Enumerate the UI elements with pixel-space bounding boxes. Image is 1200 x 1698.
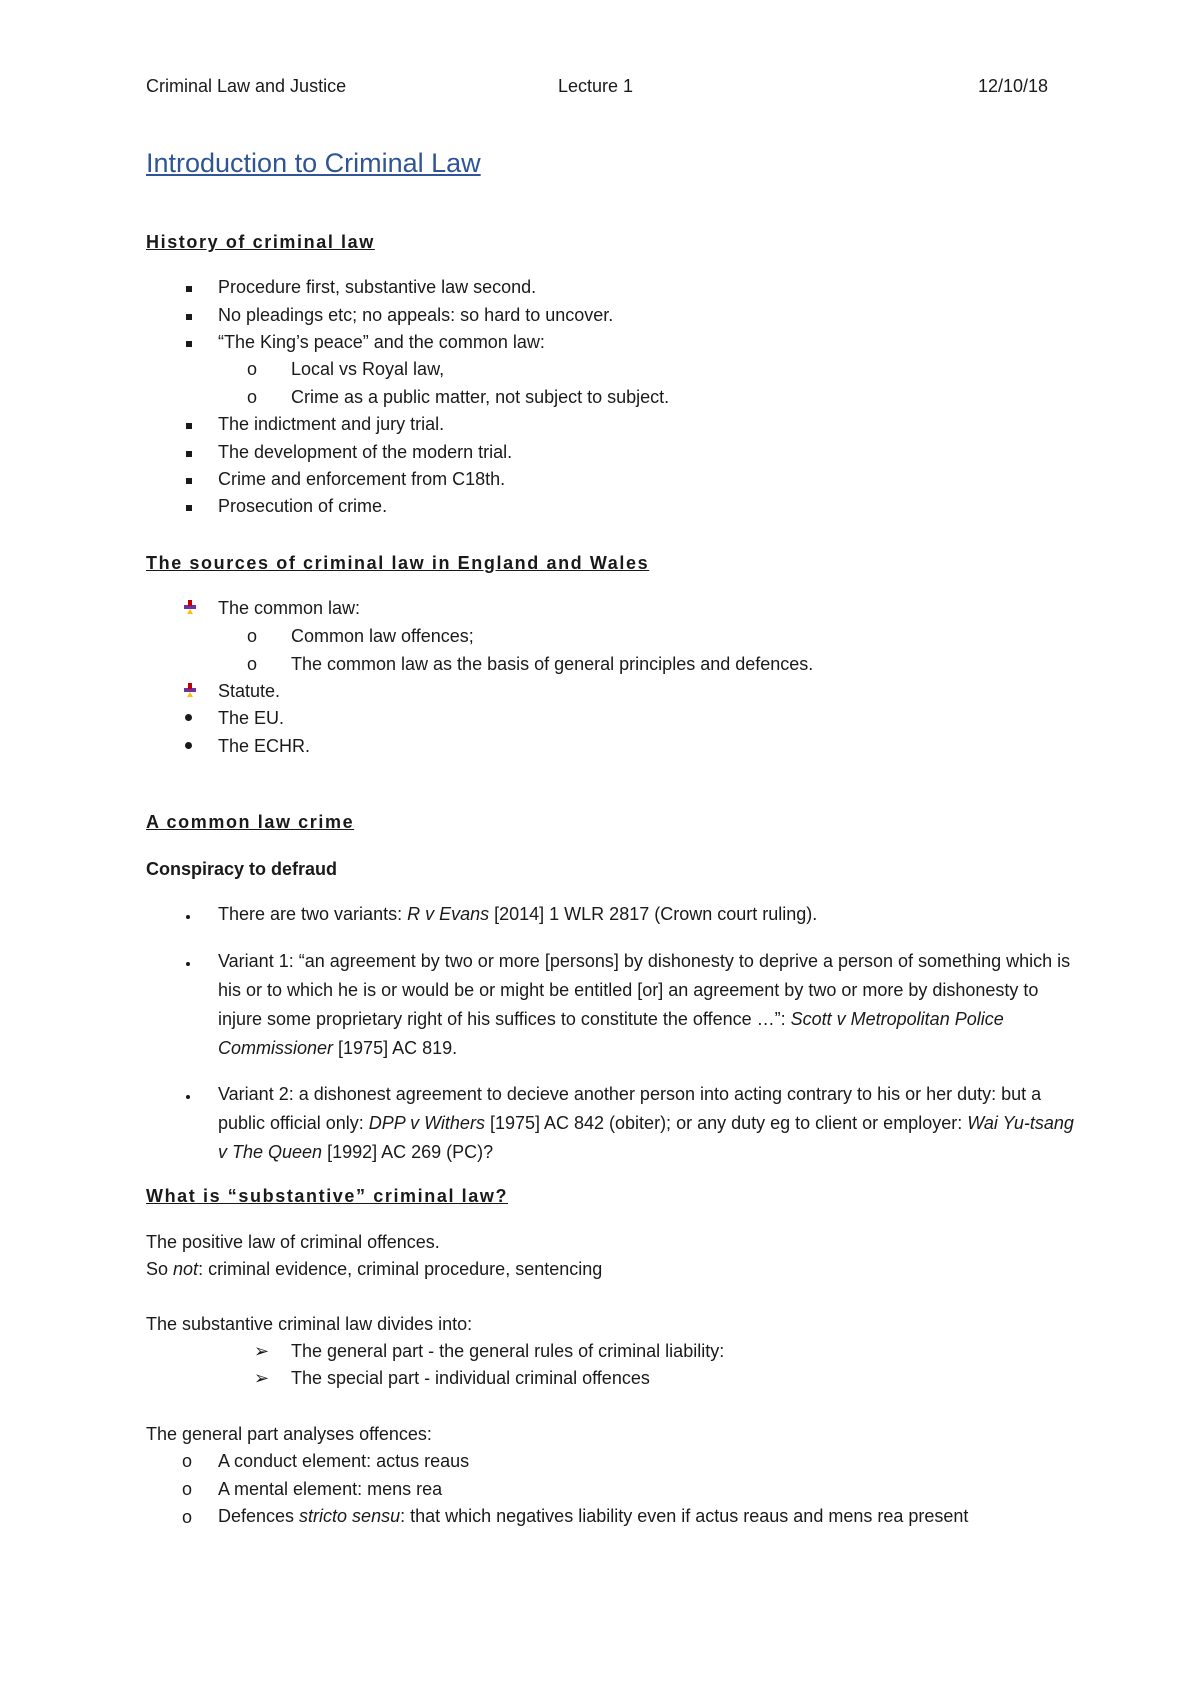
paragraph-variants: [218, 900, 1078, 929]
subheading-conspiracy: Conspiracy to defraud: [146, 859, 338, 879]
text-run: So: [146, 1259, 174, 1279]
text-run: There are two variants:: [218, 904, 408, 924]
arrow-bullet-icon: ➢: [254, 1341, 270, 1361]
header-lecture: Lecture 1: [558, 76, 634, 96]
paragraph-variant-1: [218, 947, 1078, 1063]
list-item: Prosecution of crime.: [218, 496, 388, 516]
o-bullet: o: [182, 1451, 193, 1471]
arrow-bullet-icon: ➢: [254, 1368, 270, 1388]
list-item: The general part - the general rules of criminal liability:: [291, 1341, 725, 1361]
square-bullet-icon: [186, 314, 192, 320]
square-bullet-icon: [186, 286, 192, 292]
sub-list-item: Common law offences;: [291, 626, 474, 646]
o-bullet: o: [182, 1479, 193, 1499]
list-item: Statute.: [218, 681, 281, 701]
square-bullet-icon: [186, 423, 192, 429]
o-bullet: o: [247, 626, 258, 646]
section-heading-sources: The sources of criminal law in England and Wales: [146, 553, 650, 573]
o-bullet: o: [247, 359, 258, 379]
text-run: : criminal evidence, criminal procedure, sentencing: [198, 1259, 603, 1279]
square-bullet-icon: [186, 505, 192, 511]
o-bullet: o: [247, 654, 258, 674]
list-item: A conduct element: actus reaus: [218, 1451, 470, 1471]
pushpin-bullet-icon: [181, 598, 199, 616]
list-item: [218, 1502, 1018, 1531]
emphasis: not: [173, 1259, 199, 1279]
section-heading-common-law-crime: A common law crime: [146, 812, 355, 832]
list-item: The EU.: [218, 708, 285, 728]
list-item: Procedure first, substantive law second.: [218, 277, 537, 297]
sub-list-item: Local vs Royal law,: [291, 359, 445, 379]
list-item: The common law:: [218, 598, 361, 618]
small-bullet-icon: [186, 915, 190, 919]
text-run: [2014] 1 WLR 2817 (Crown court ruling).: [489, 904, 818, 924]
list-item: The special part - individual criminal offences: [291, 1368, 650, 1388]
square-bullet-icon: [186, 478, 192, 484]
small-bullet-icon: [186, 962, 190, 966]
list-item: The development of the modern trial.: [218, 442, 513, 462]
body-text: The general part analyses offences:: [146, 1424, 432, 1444]
list-item: The ECHR.: [218, 736, 311, 756]
text-run: Variant 2: a dishonest agreement to decieve another person into acting contrary to his or her duty: but a public official only:: [218, 1084, 1042, 1133]
o-bullet: o: [247, 387, 258, 407]
page-title: Introduction to Criminal Law: [146, 148, 481, 178]
section-heading-substantive: What is “substantive” criminal law?: [146, 1186, 509, 1206]
list-item: No pleadings etc; no appeals: so hard to uncover.: [218, 305, 614, 325]
small-bullet-icon: [186, 1095, 190, 1099]
case-name: Scott v Metropolitan Police Commissioner: [218, 1009, 1004, 1058]
square-bullet-icon: [186, 341, 192, 347]
pushpin-bullet-icon: [181, 681, 199, 699]
case-name: R v Evans: [407, 904, 490, 924]
text-run: Variant 1: “an agreement by two or more [persons] by dishonesty to deprive a person of something which is his or to which he is or would be or might be entitled [or] an agreement by two or more by dishonesty to injure some proprietary right of his suffices to constitute the offence …”:: [218, 951, 1071, 1029]
header-course: Criminal Law and Justice: [146, 76, 347, 96]
list-item: A mental element: mens rea: [218, 1479, 443, 1499]
header-date: 12/10/18: [978, 76, 1049, 96]
round-bullet-icon: [185, 742, 192, 749]
text-run: Defences: [218, 1506, 300, 1526]
text-run: [1992] AC 269 (PC)?: [322, 1142, 494, 1162]
square-bullet-icon: [186, 451, 192, 457]
list-item: “The King’s peace” and the common law:: [218, 332, 545, 352]
list-item: Crime and enforcement from C18th.: [218, 469, 506, 489]
list-item: The indictment and jury trial.: [218, 414, 445, 434]
paragraph-variant-2: [218, 1080, 1078, 1167]
text-run: : that which negatives liability even if actus reaus and mens rea present: [400, 1506, 969, 1526]
emphasis: stricto sensu: [299, 1506, 401, 1526]
case-name: DPP v Withers: [368, 1113, 485, 1133]
section-heading-history: History of criminal law: [146, 232, 375, 252]
sub-list-item: The common law as the basis of general principles and defences.: [291, 654, 814, 674]
text-run: [1975] AC 842 (obiter); or any duty eg to client or employer:: [484, 1113, 968, 1133]
sub-list-item: Crime as a public matter, not subject to subject.: [291, 387, 670, 407]
case-name: Wai Yu-tsang v The Queen: [218, 1113, 1074, 1162]
o-bullet: o: [182, 1507, 193, 1527]
body-text: The substantive criminal law divides into:: [146, 1314, 473, 1334]
round-bullet-icon: [185, 714, 192, 721]
body-text: The positive law of criminal offences.: [146, 1232, 440, 1252]
body-text: [146, 1259, 602, 1280]
text-run: [1975] AC 819.: [333, 1038, 458, 1058]
